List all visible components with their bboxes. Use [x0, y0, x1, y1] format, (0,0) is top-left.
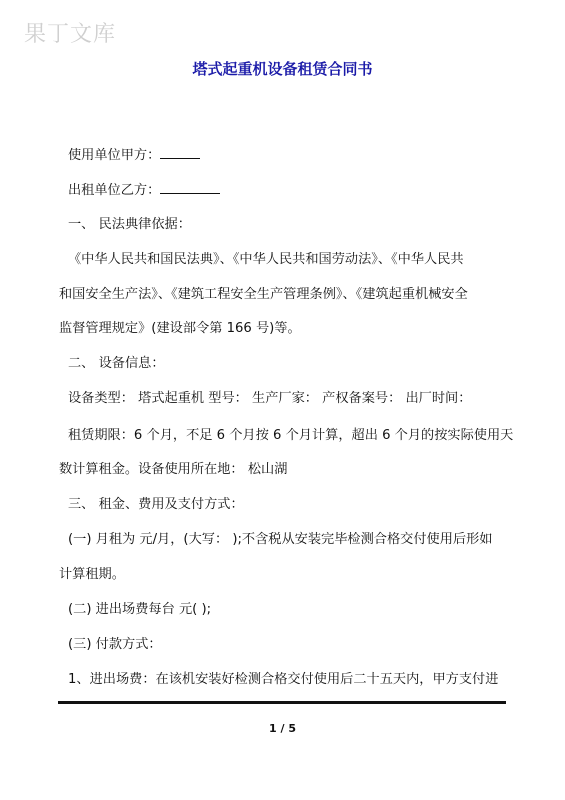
- footer-divider: [58, 701, 506, 704]
- paragraph-line: (二) 进出场费每台 元( );: [68, 602, 212, 617]
- party-a-label: 使用单位甲方：: [68, 148, 161, 163]
- section-heading-1: 一、 民法典律依据：: [68, 217, 191, 232]
- page-number: 1 / 5: [269, 722, 296, 735]
- paragraph-line: 《中华人民共和国民法典》、《中华人民共和国劳动法》、《中华人民共: [68, 252, 464, 267]
- paragraph-line: 计算租期。: [59, 567, 125, 582]
- paragraph-line: 租赁期限：6 个月，不足 6 个月按 6 个月计算，超出 6 个月的按实际使用天: [68, 428, 514, 443]
- party-a-blank: [160, 146, 200, 159]
- section-heading-3: 三、 租金、费用及支付方式：: [68, 497, 244, 512]
- paragraph-line: 1、进出场费：在该机安装好检测合格交付使用后二十五天内，甲方支付进: [68, 672, 499, 687]
- watermark-logo: 果丁文库: [24, 22, 117, 47]
- section-heading-2: 二、 设备信息：: [68, 356, 165, 371]
- document-title: 塔式起重机设备租赁合同书: [192, 60, 373, 78]
- paragraph-line: (一) 月租为 元/月，(大写： );不含税从安装完毕检测合格交付使用后形如: [68, 532, 493, 547]
- paragraph-line: 和国安全生产法》、《建筑工程安全生产管理条例》、《建筑起重机械安全: [59, 287, 468, 302]
- party-b-line: [68, 181, 220, 200]
- equipment-info-line: 设备类型： 塔式起重机 型号： 生产厂家： 产权备案号： 出厂时间：: [68, 391, 472, 406]
- paragraph-line: (三) 付款方式：: [68, 637, 162, 652]
- party-b-label: 出租单位乙方：: [68, 183, 161, 198]
- party-a-line: [68, 146, 200, 165]
- paragraph-line: 监督管理规定》(建设部令第 166 号)等。: [59, 321, 301, 336]
- paragraph-line: 数计算租金。设备使用所在地： 松山湖: [59, 462, 288, 477]
- party-b-blank: [160, 181, 220, 194]
